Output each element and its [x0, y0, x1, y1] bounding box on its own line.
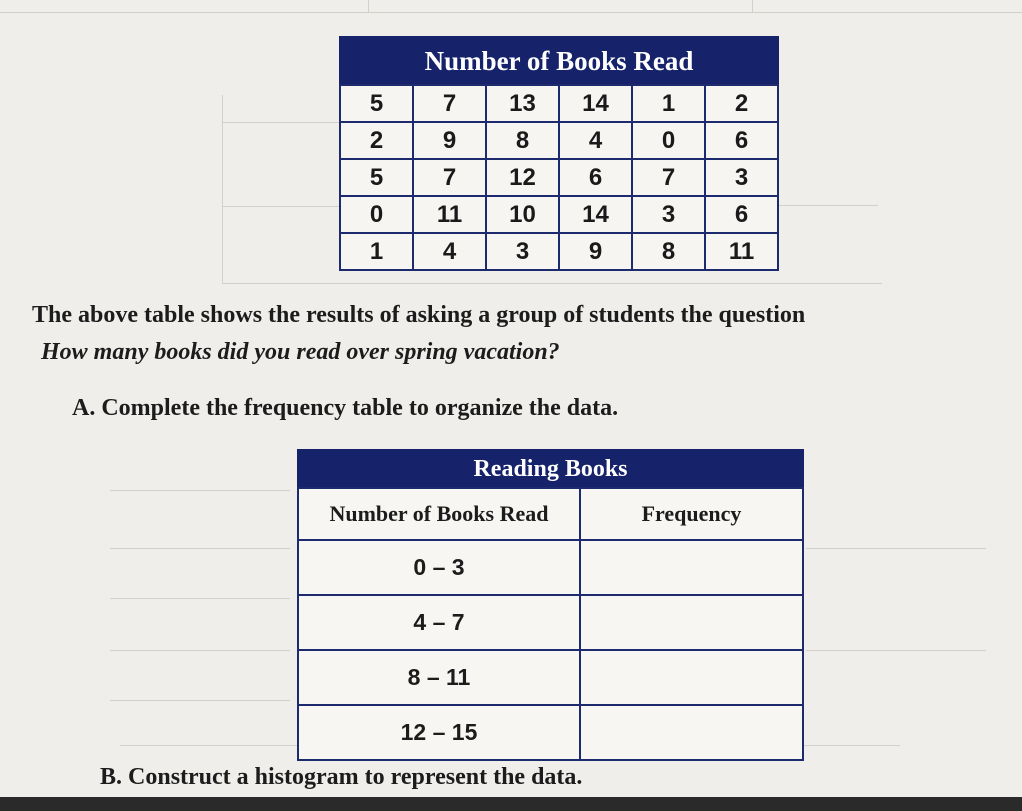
- frequency-header-row: [298, 488, 803, 540]
- frequency-table-title: Reading Books: [297, 449, 804, 487]
- column-header-frequency: Frequency: [580, 488, 803, 540]
- table-cell: 2: [705, 85, 778, 122]
- background-line: [222, 95, 223, 283]
- table-cell: 10: [486, 196, 559, 233]
- table-cell: 4: [413, 233, 486, 270]
- table-cell: 5: [340, 85, 413, 122]
- data-grid: [339, 84, 779, 271]
- table-cell: 8: [486, 122, 559, 159]
- range-cell: 0 – 3: [298, 540, 580, 595]
- range-cell: 12 – 15: [298, 705, 580, 760]
- table-cell: 6: [559, 159, 632, 196]
- table-cell: 11: [705, 233, 778, 270]
- table-cell: 9: [413, 122, 486, 159]
- table-cell: 2: [340, 122, 413, 159]
- background-line: [110, 700, 290, 701]
- data-table-title: Number of Books Read: [339, 36, 779, 84]
- frequency-cell[interactable]: [580, 595, 803, 650]
- frequency-cell[interactable]: [580, 705, 803, 760]
- table-cell: 0: [340, 196, 413, 233]
- frequency-grid: [297, 487, 804, 761]
- table-cell: 3: [632, 196, 705, 233]
- table-row: [340, 159, 778, 196]
- bottom-edge: [0, 797, 1022, 811]
- background-line: [806, 548, 986, 549]
- column-header-books-read: Number of Books Read: [298, 488, 580, 540]
- frequency-cell[interactable]: [580, 650, 803, 705]
- background-line: [110, 548, 290, 549]
- part-b-instruction: B. Construct a histogram to represent the data.: [100, 764, 583, 790]
- table-cell: 3: [486, 233, 559, 270]
- background-line: [0, 12, 1022, 13]
- background-line: [778, 205, 878, 206]
- table-row: [340, 233, 778, 270]
- range-cell: 8 – 11: [298, 650, 580, 705]
- background-line: [222, 206, 340, 207]
- background-line: [368, 0, 369, 12]
- survey-question: How many books did you read over spring vacation?: [41, 339, 560, 365]
- intro-statement: The above table shows the results of asking a group of students the question: [32, 302, 806, 328]
- background-line: [222, 122, 340, 123]
- table-cell: 7: [413, 85, 486, 122]
- table-cell: 6: [705, 196, 778, 233]
- background-line: [806, 650, 986, 651]
- background-line: [110, 650, 290, 651]
- table-row: [340, 196, 778, 233]
- table-cell: 9: [559, 233, 632, 270]
- frequency-table: [297, 449, 804, 761]
- table-cell: 13: [486, 85, 559, 122]
- table-cell: 5: [340, 159, 413, 196]
- background-line: [752, 0, 753, 12]
- table-row: [298, 540, 803, 595]
- frequency-cell[interactable]: [580, 540, 803, 595]
- background-line: [110, 598, 290, 599]
- part-a-instruction: A. Complete the frequency table to organize the data.: [72, 395, 619, 421]
- table-cell: 0: [632, 122, 705, 159]
- table-cell: 6: [705, 122, 778, 159]
- range-cell: 4 – 7: [298, 595, 580, 650]
- table-row: [298, 650, 803, 705]
- table-cell: 3: [705, 159, 778, 196]
- table-row: [298, 705, 803, 760]
- table-cell: 14: [559, 196, 632, 233]
- table-row: [298, 595, 803, 650]
- table-row: [340, 85, 778, 122]
- table-cell: 7: [413, 159, 486, 196]
- table-cell: 7: [632, 159, 705, 196]
- table-cell: 12: [486, 159, 559, 196]
- table-cell: 8: [632, 233, 705, 270]
- table-cell: 14: [559, 85, 632, 122]
- background-line: [222, 283, 882, 284]
- table-cell: 4: [559, 122, 632, 159]
- table-cell: 1: [340, 233, 413, 270]
- table-cell: 1: [632, 85, 705, 122]
- table-cell: 11: [413, 196, 486, 233]
- books-read-data-table: [339, 36, 779, 271]
- table-row: [340, 122, 778, 159]
- background-line: [110, 490, 290, 491]
